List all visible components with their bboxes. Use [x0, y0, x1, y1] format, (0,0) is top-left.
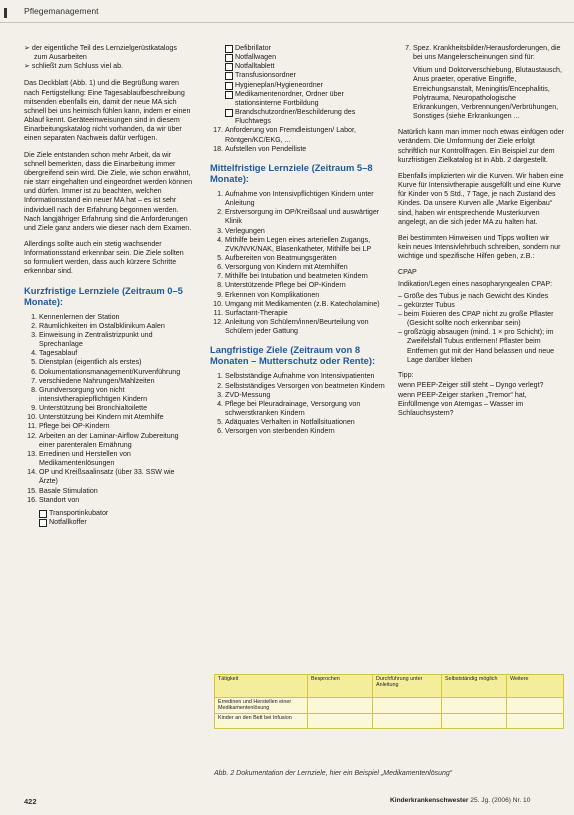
item-text: Aufnahme von Intensivpflichtigen Kindern unter Anleitung — [225, 189, 374, 208]
checklist-label: Transportinkubator — [49, 508, 109, 517]
location-checklist — [24, 509, 192, 527]
column-left — [24, 44, 192, 527]
item-number: 2. — [217, 208, 223, 217]
list-item — [24, 450, 192, 468]
table-row — [215, 713, 564, 728]
item-text: Mithilfe beim Legen eines arteriellen Zugangs, ZVK/NVK/NAK, Blasenkatheter, Mithilfe bei LP — [225, 235, 372, 253]
item-number: 18. — [213, 144, 223, 153]
tipp-text: wenn PEEP-Zeiger starken „Tremor“ hat, Einfüllmenge von Atemgas – Wasser im Schlauchsystem? — [398, 391, 527, 418]
cpap-point: – großzügig absaugen (mind. 1 × pro Schicht); im Zweifelsfall Tubus entfernen! Pflaster beim Entfernen gut mit der Hand belassen und neue Lage darüber kleben — [398, 328, 564, 365]
list-item — [210, 254, 386, 263]
intro-bullet: ➢ der eigentliche Teil des Lernzielgerüstkatalogs zum Ausarbeiten — [24, 44, 192, 62]
item-number: 2. — [217, 381, 223, 390]
cpap-point: – beim Fixieren des CPAP nicht zu große Pflaster (Gesicht sollte noch erkennbar sein) — [398, 310, 564, 328]
list-item — [210, 227, 386, 236]
table-cell — [308, 713, 373, 728]
long-term-heading: Langfristige Ziele (Zeitraum von 8 Monaten – Mutterschutz oder Rente): — [210, 344, 376, 367]
item-text: Aufbereiten von Beatmungsgeräten — [225, 253, 337, 262]
list-item — [24, 386, 192, 404]
checkbox-icon — [225, 63, 233, 71]
paragraph: Natürlich kann man immer noch etwas einfügen oder verändern. Die Umformung der Ziele erfolgt schriftlich nur Kontrollfragen. Ein Beispiel zur dem kurzfristigen Zielkatalog ist in Abb. 2 dargestellt. — [398, 128, 564, 164]
item-text: Anleitung von Schülern/innen/Beurteilung von Schülern jeder Gattung — [225, 318, 369, 336]
paragraph: Die Ziele entstanden schon mehr Arbeit, da wir schnell bemerkten, dass die Einarbeitung immer übergreifend sein wird. Die Ziele, wie schon erwähnt, nie starr eingehalten und eingeordnet werden können und dürfen. Immer ist zu beachten, welchen Informationsstand ein neuer MA hat – es ist sehr individuell nach der Erfahrung begonnen werden. Nach langjähriger Erfahrung sind die Anforderungen und Ziele ganz anders wie dieser nach dem Examen. — [24, 150, 193, 232]
item-number: 3. — [217, 226, 223, 235]
long-term-list — [210, 372, 386, 436]
item-text: Unterstützende Pflege bei OP-Kindern — [225, 281, 346, 290]
item-number: 2. — [31, 321, 37, 330]
item-text: Erredinen und Herstellen von Medikamentenlösungen — [39, 449, 131, 468]
item-text: Einweisung in Zentralistrizpunkt und Sprechanlage — [39, 330, 153, 349]
checkbox-icon — [225, 109, 233, 117]
list-item — [210, 126, 386, 144]
item-number: 8. — [217, 281, 223, 290]
list-item — [210, 418, 386, 427]
checklist-item — [210, 71, 386, 80]
list-item — [210, 281, 386, 290]
list-item — [398, 44, 564, 62]
list-item — [24, 313, 192, 322]
list-item — [24, 368, 192, 377]
item-text: Anforderung von Fremdleistungen/ Labor, Röntgen/KC/EKG, ... — [225, 126, 356, 144]
item-text: Räumlichkeiten im Ostalbklinikum Aalen — [39, 321, 165, 330]
mid-term-list — [210, 190, 386, 337]
column-middle — [210, 44, 386, 440]
checklist-item — [210, 53, 386, 62]
short-term-list — [24, 313, 192, 505]
column-header: Selbstständig möglich — [442, 675, 507, 698]
item-text: Basale Stimulation — [39, 486, 98, 495]
cpap-point: – Größe des Tubus je nach Gewicht des Kindes — [398, 292, 564, 301]
item-number: 14. — [27, 468, 37, 477]
list-item — [24, 487, 192, 496]
item-text: OP und Kreißsaalinsatz (über 33. SSW wie Ärzte) — [39, 468, 175, 486]
table-cell — [308, 698, 373, 714]
checklist-item — [210, 90, 386, 108]
checkbox-icon — [39, 510, 47, 518]
figure-caption: Abb. 2 Dokumentation der Lernziele, hier ein Beispiel „Medikamentenlösung“ — [214, 770, 453, 777]
item-text: Selbstständige Aufnahme von Intensivpatienten — [225, 372, 375, 381]
list-item — [24, 432, 192, 450]
table-header-row — [215, 675, 564, 698]
list-item — [24, 422, 192, 431]
item-text: Adäquates Verhalten in Notfallsituationen — [225, 418, 355, 427]
checklist-label: Brandschutzordner/Beschilderung des Fluchtwegs — [235, 108, 356, 126]
paragraph: Bei bestimmten Hinweisen und Tipps wollten wir kein neues Intensivlehrbuch schreiben, sondern nur wichtige und spezifische Hilfen geben, z.B.: — [398, 233, 561, 261]
table-cell — [507, 713, 564, 728]
item-number: 15. — [27, 486, 37, 495]
list-item — [24, 322, 192, 331]
column-header: Durchführung unter Anleitung — [373, 675, 442, 698]
checklist-item — [210, 81, 386, 90]
location-checklist — [210, 44, 386, 126]
item-number: 11. — [27, 422, 37, 431]
item-number: 3. — [217, 390, 223, 399]
list-item — [210, 263, 386, 272]
checklist-label: Notfallwagen — [235, 53, 277, 62]
item-text: Versorgung von Kindern mit Atemhilfen — [225, 263, 348, 272]
item-text: Dokumentationsmanagement/Kurvenführung — [39, 367, 181, 376]
checklist-item — [210, 44, 386, 53]
table-cell — [442, 713, 507, 728]
column-header: Besprochen — [308, 675, 373, 698]
section-title: Pflegemanagement — [24, 6, 99, 16]
list-item — [24, 404, 192, 413]
item-text: Unterstützung bei Bronchialtoilette — [39, 404, 148, 413]
list-item — [210, 208, 386, 226]
item-text: ZVD-Messung — [225, 390, 271, 399]
list-item — [210, 318, 386, 336]
long-term-list-continued — [398, 44, 564, 62]
list-item — [210, 300, 386, 309]
item-text: Erkennen von Komplikationen — [225, 290, 320, 299]
item-number: 11. — [213, 308, 223, 317]
checklist-item — [210, 108, 386, 126]
table-cell — [507, 698, 564, 714]
column-header: Tätigkeit — [215, 675, 308, 698]
item-number: 8. — [31, 385, 37, 394]
item-number: 6. — [217, 263, 223, 272]
paragraph: Allerdings sollte auch ein stetig wachsender Informationsstand erkennbar sein. Die Ziele sollten so formuliert werden, dass auch kürzere Schritte erkennbar sind. — [24, 239, 184, 276]
item-number: 16. — [27, 495, 37, 504]
spine-marker — [4, 8, 7, 18]
paragraph: Das Deckblatt (Abb. 1) und die Begrüßung waren nach Fertigstellung: Eine Tagesablaufbeschreibung mitsenden ebenfalls ein, damit der neue MA sich schnell bei uns heimisch fühlen kann, indem er einen Ablauf kennt. Geräteeinweisungen sind in diesem Einarbeitungskatalog nicht vorhanden, da wir über einen separaten Nachweis dafür verfügen. — [24, 79, 191, 143]
item-number: 9. — [31, 404, 37, 413]
cpap-point: – gekürzter Tubus — [398, 301, 564, 310]
item-number: 7. — [217, 272, 223, 281]
item-number: 10. — [213, 299, 223, 308]
checklist-label: Medikamentenordner, Ordner über stationsinterne Fortbildung — [235, 89, 344, 107]
list-item — [24, 349, 192, 358]
item-text: Aufstellen von Pendelliste — [225, 144, 307, 153]
list-item — [210, 391, 386, 400]
column-right — [398, 44, 564, 426]
item-number: 1. — [217, 189, 223, 198]
list-item — [24, 468, 192, 486]
paragraph: Ebenfalls implizierten wir die Kurven. Wir haben eine Kurve für Intensivtherapie ausgefüllt und eine Kurve für Kinder von 5 Std., 7 Tage, je nach Zustand des Kindes. Da unsere Kurven alle „Marke Eigenbau“ sind, haben wir entsprechende Musterkurven angelegt, an die sich jeder MA zu halten hat. — [398, 171, 564, 226]
list-item — [210, 400, 386, 418]
item-text: Standort von — [39, 495, 80, 504]
journal-name: Kinderkrankenschwester — [390, 797, 469, 804]
list-item — [24, 496, 192, 505]
item-number: 5. — [31, 358, 37, 367]
item-text: Pflege bei OP-Kindern — [39, 422, 110, 431]
item-number: 1. — [31, 312, 37, 321]
list-item — [210, 236, 386, 254]
checkbox-icon — [39, 519, 47, 527]
checklist-label: Notfalltablett — [235, 62, 275, 71]
item-number: 5. — [217, 418, 223, 427]
item-number: 6. — [217, 427, 223, 436]
checkbox-icon — [225, 54, 233, 62]
item-text: verschiedene Nahrungen/Mahlzeiten — [39, 376, 155, 385]
checkbox-icon — [225, 82, 233, 90]
short-term-list-continued — [210, 126, 386, 153]
checkbox-icon — [225, 72, 233, 80]
checklist-item — [24, 518, 192, 527]
tipp-label: Tipp: — [398, 370, 414, 379]
item-text: Tagesablauf — [39, 349, 78, 358]
checklist-label: Notfallkoffer — [49, 518, 87, 527]
journal-footer — [390, 797, 530, 804]
item-text: Verlegungen — [225, 226, 265, 235]
list-item — [24, 413, 192, 422]
item-number: 1. — [217, 372, 223, 381]
item-text: Spez. Krankheitsbilder/Herausforderungen, die bei uns Mangelerscheinungen sind für: — [413, 44, 561, 62]
item-number: 3. — [31, 330, 37, 339]
checklist-label: Transfusionsordner — [235, 71, 296, 80]
table-cell: Kinder an den Bett bei Infusion — [215, 713, 308, 728]
item-text: Selbstständiges Versorgen von beatmeten Kindern — [225, 381, 385, 390]
journal-issue: 25. Jg. (2006) Nr. 10 — [470, 797, 531, 804]
table-cell: Erredinen und Herstellen einer Medikamentenlösung — [215, 698, 308, 714]
item-text: Arbeiten an der Laminar-Airflow Zubereitung einer parenteralen Ernährung — [39, 431, 179, 449]
list-item — [24, 377, 192, 386]
tipp-text: wenn PEEP-Zeiger still steht – Dyngo verlegt? — [398, 381, 544, 389]
list-item — [24, 358, 192, 367]
item-text: Kennenlernen der Station — [39, 312, 120, 321]
item-text: Versorgen von sterbenden Kindern — [225, 427, 335, 436]
table-cell — [373, 713, 442, 728]
disease-list: Vitium und Doktorverschiebung, Blutaustausch, Anus praeter, operative Eingriffe, Erreichungsanstalt, Meningitis/Encephalitis, Polytrauma, Neuropathologische Erkrankungen, Verbrennungen/Verbrühungen, Sonstiges (siehe Erkrankungen ... — [413, 66, 562, 121]
item-number: 4. — [217, 235, 223, 244]
item-number: 13. — [27, 449, 37, 458]
checklist-label: Hygieneplan/Hygieneordner — [235, 80, 323, 89]
list-item — [210, 190, 386, 208]
item-text: Unterstützung bei Kindern mit Atemhilfe — [39, 413, 164, 422]
page-number: 422 — [24, 797, 37, 806]
item-text: Surfactant-Therapie — [225, 308, 288, 317]
cpap-intro: Indikation/Legen eines nasopharyngealen CPAP: — [398, 280, 553, 289]
checklist-item — [210, 62, 386, 71]
item-number: 6. — [31, 367, 37, 376]
table-cell — [442, 698, 507, 714]
item-text: Dienstplan (eigentlich als erstes) — [39, 358, 142, 367]
column-header: Weitere — [507, 675, 564, 698]
item-text: Umgang mit Medikamenten (z.B. Katecholamine) — [225, 299, 380, 308]
cpap-label: CPAP — [398, 268, 417, 277]
goal-documentation-table — [214, 674, 564, 729]
list-item — [210, 272, 386, 281]
checkbox-icon — [225, 91, 233, 99]
item-number: 7. — [405, 44, 411, 52]
item-number: 10. — [27, 413, 37, 422]
list-item — [24, 331, 192, 349]
item-text: Grundversorgung von nicht intensivtherapiepflichtigen Kindern — [39, 385, 148, 403]
goal-table — [214, 674, 564, 729]
item-number: 4. — [31, 349, 37, 358]
list-item — [210, 145, 386, 154]
item-number: 12. — [213, 318, 223, 327]
item-text: Erstversorgung im OP/Kreißsaal und auswärtiger Klinik — [225, 208, 380, 226]
list-item — [210, 291, 386, 300]
checklist-label: Defibrillator — [235, 44, 271, 52]
list-item — [210, 382, 386, 391]
intro-bullet: ➢ schließt zum Schluss viel ab. — [24, 62, 192, 71]
list-item — [210, 427, 386, 436]
checklist-item — [24, 509, 192, 518]
checkbox-icon — [225, 45, 233, 53]
item-number: 12. — [27, 431, 37, 440]
mid-term-heading: Mittelfristige Lernziele (Zeitraum 5–8 Monate): — [210, 161, 373, 184]
table-cell — [373, 698, 442, 714]
item-number: 4. — [217, 399, 223, 408]
cpap-list — [398, 292, 564, 365]
item-number: 17. — [213, 126, 223, 135]
item-text: Mithilfe bei Intubation und beatmeten Kindern — [225, 272, 368, 281]
page-header — [0, 0, 574, 23]
item-number: 5. — [217, 253, 223, 262]
item-number: 7. — [31, 376, 37, 385]
list-item — [210, 309, 386, 318]
list-item — [210, 372, 386, 381]
item-number: 9. — [217, 290, 223, 299]
short-term-heading: Kurzfristige Lernziele (Zeitraum 0–5 Monate): — [24, 284, 183, 307]
item-text: Pflege bei Pleuradrainage, Versorgung von schwerstkranken Kindern — [225, 399, 361, 417]
table-row — [215, 698, 564, 714]
